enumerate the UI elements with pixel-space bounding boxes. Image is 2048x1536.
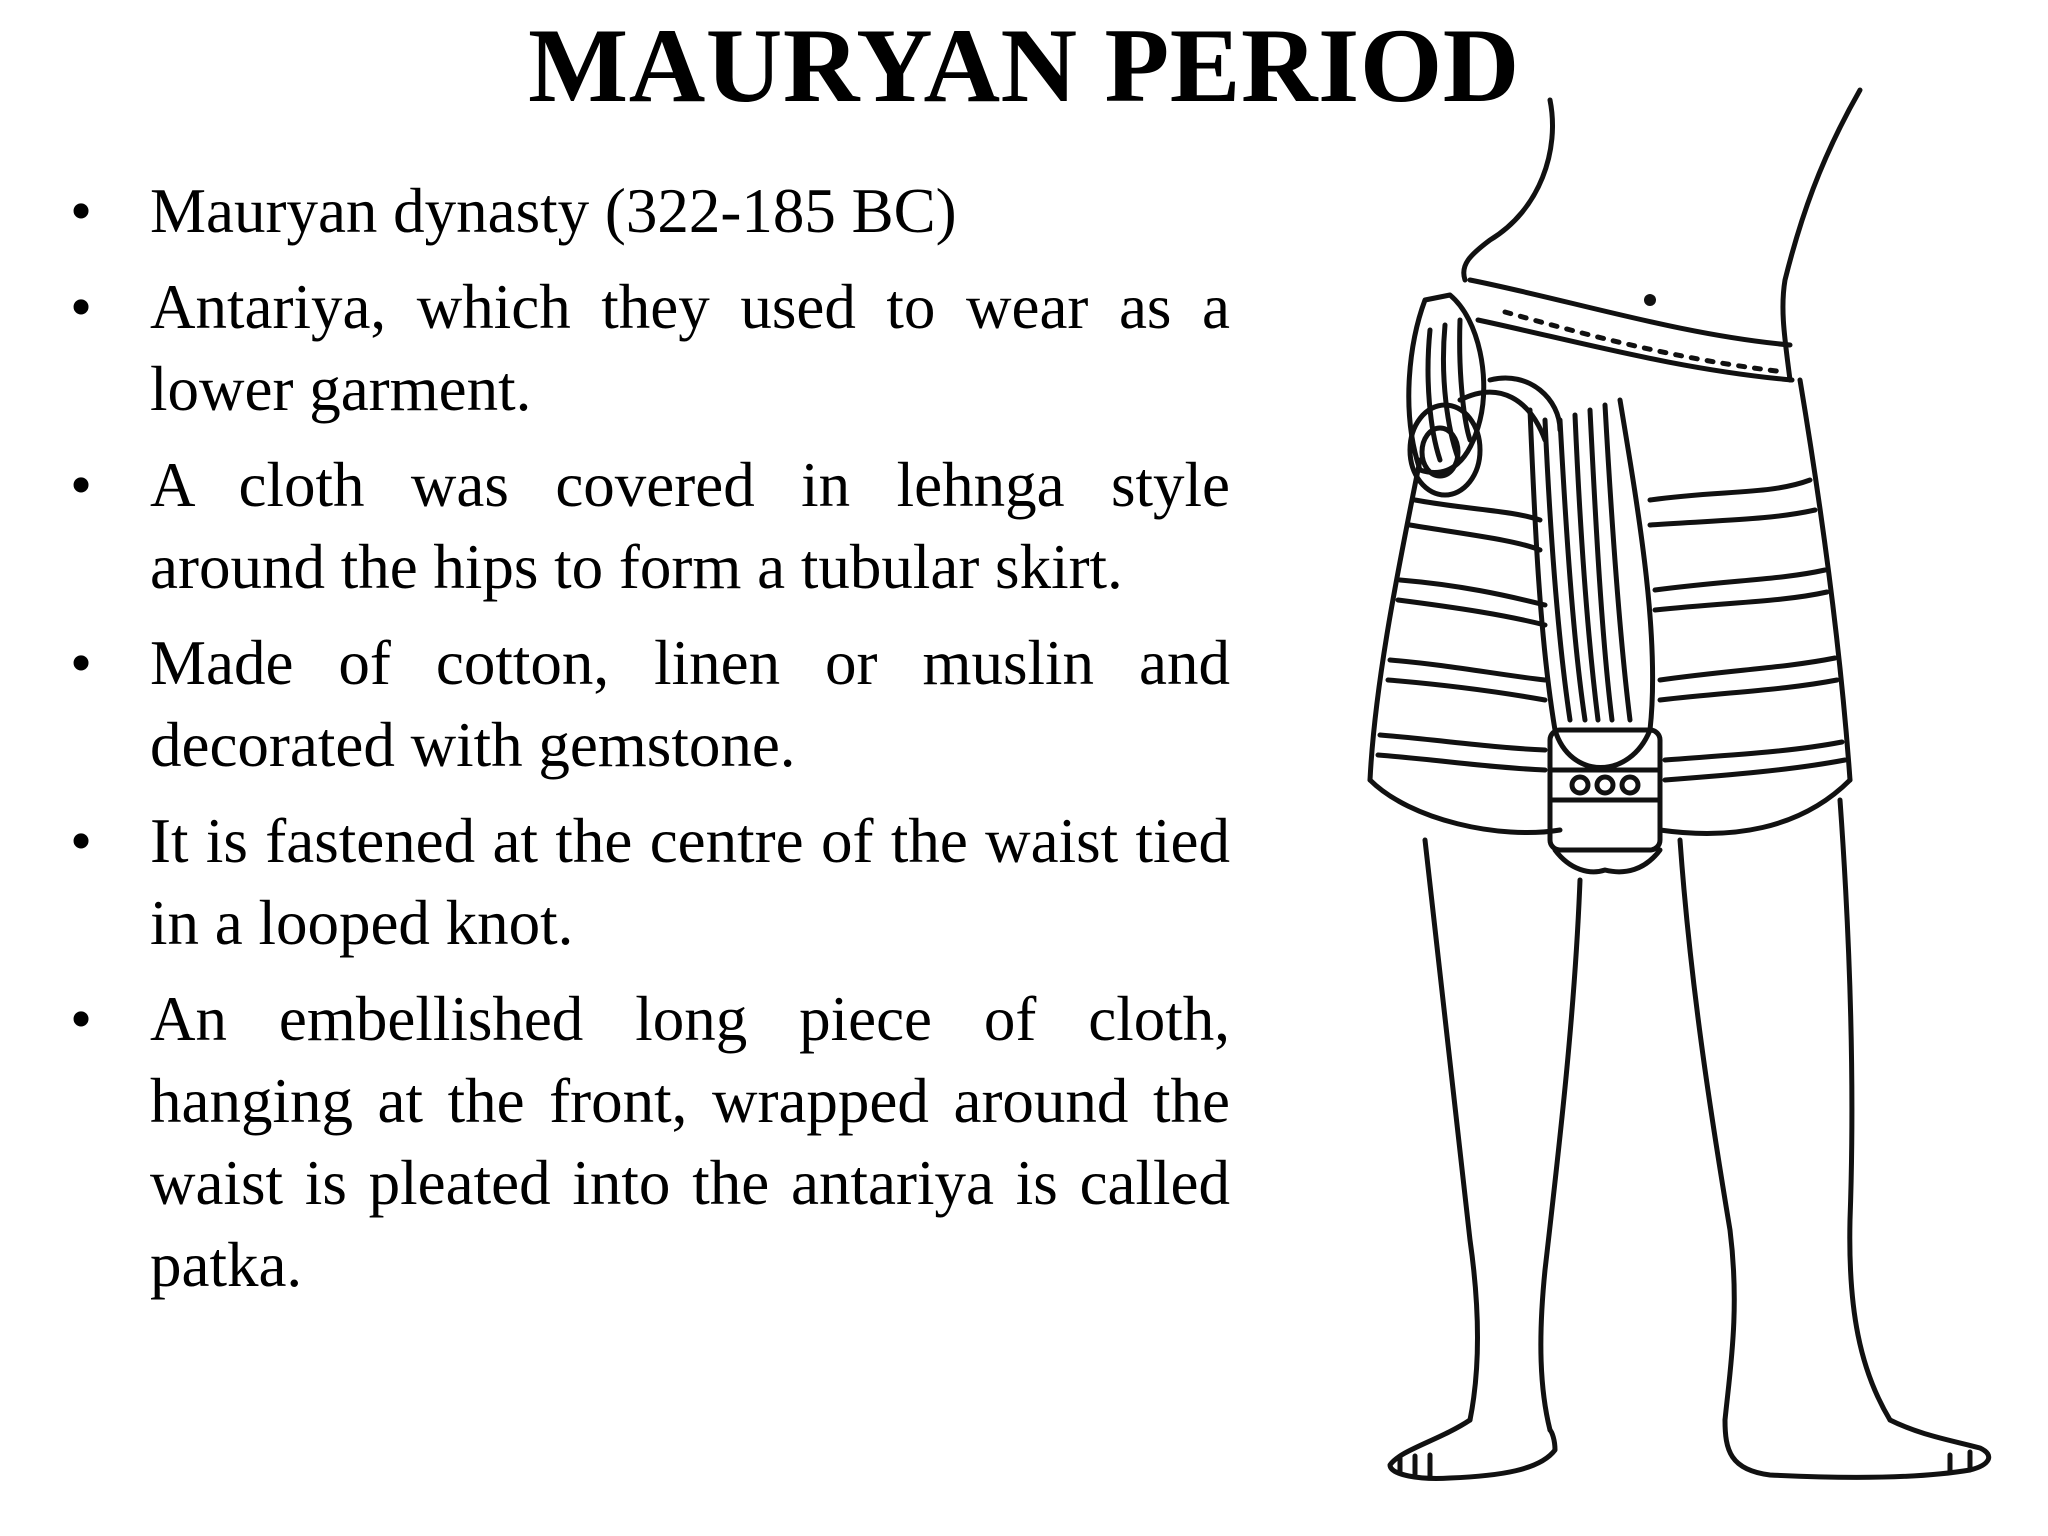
- bullet-item: [70, 444, 1230, 608]
- bullet-dot-icon: •: [70, 450, 93, 520]
- bullet-text: Antariya, which they used to wear as a lower garment.: [150, 272, 1230, 424]
- bullet-text: It is fastened at the centre of the waist tied in a looped knot.: [150, 806, 1230, 958]
- bullet-item: [70, 266, 1230, 430]
- left-leg: [1425, 840, 1478, 1420]
- bullet-text: Made of cotton, linen or muslin and decorated with gemstone.: [150, 628, 1230, 780]
- bullet-text: A cloth was covered in lehnga style around the hips to form a tubular skirt.: [150, 450, 1230, 602]
- bullet-item: [70, 800, 1230, 964]
- skirt-outline: [1370, 460, 1420, 780]
- right-leg: [1680, 840, 1734, 1420]
- bullet-item: [70, 170, 1230, 252]
- bullet-dot-icon: •: [70, 176, 93, 246]
- bullet-text: An embellished long piece of cloth, hanging at the front, wrapped around the waist is pleated into the antariya is called patka.: [150, 984, 1230, 1300]
- slide-title: MAURYAN PERIOD: [528, 7, 1520, 124]
- bullet-dot-icon: •: [70, 984, 93, 1054]
- bullet-item: [70, 622, 1230, 786]
- left-arm-line: [1464, 100, 1553, 280]
- bullet-item: [70, 978, 1230, 1306]
- right-arm-line: [1783, 90, 1860, 380]
- bullet-dot-icon: •: [70, 806, 93, 876]
- antariya-illustration: [1330, 80, 2048, 1536]
- bullet-text: Mauryan dynasty (322-185 BC): [150, 176, 957, 246]
- bullet-list: [70, 170, 1230, 1320]
- waist-band: [1470, 280, 1790, 345]
- bullet-dot-icon: •: [70, 272, 93, 342]
- bullet-dot-icon: •: [70, 628, 93, 698]
